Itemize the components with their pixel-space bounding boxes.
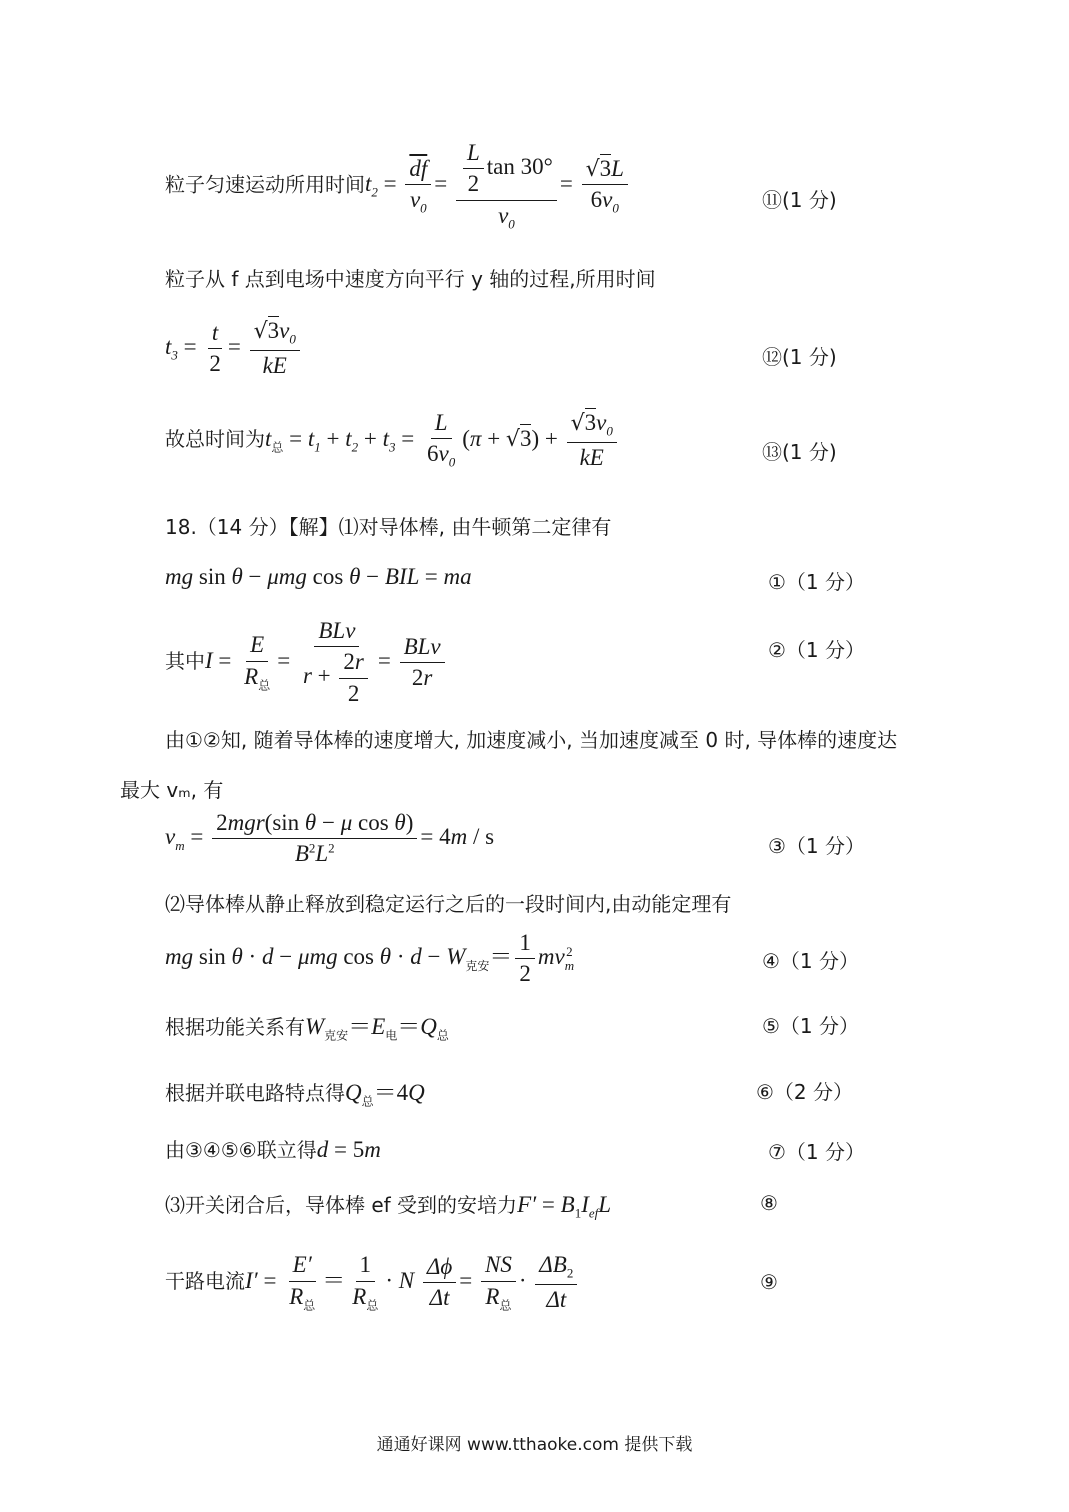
text-t3-intro: 粒子从 f 点到电场中速度方向平行 y 轴的过程,所用时间 — [165, 267, 656, 291]
text-vmax: 最大 vₘ, 有 — [120, 778, 224, 802]
formula-work: $W_{克安}=E_电=Q_总$ — [305, 1014, 449, 1043]
eq-line-total-time — [165, 410, 620, 471]
eq-line-work — [165, 1008, 449, 1044]
eq-line-parallel — [165, 1074, 425, 1110]
score-7: ⑦（1 分） — [768, 1140, 866, 1164]
formula-current: I = $\frac{E}{R_总}$ = BLv r + $\frac{2r}{2}$ = $\frac{\text{BLv}}{2r}$ — [205, 648, 448, 673]
score-8: ⑧ — [760, 1191, 778, 1215]
text-d-intro: 由③④⑤⑥联立得 — [165, 1138, 317, 1162]
score-2: ②（1 分） — [768, 638, 866, 662]
text-total-intro: 故总时间为 — [165, 426, 265, 451]
eq-line-current — [165, 618, 448, 707]
eq-line-t2 — [165, 140, 631, 232]
score-4: ④（1 分） — [762, 949, 860, 973]
text-main-current-intro: 干路电流 — [165, 1268, 245, 1293]
formula-ampere: $F' = B_1I_{ef}L$ — [517, 1192, 612, 1221]
formula-t2: $t_2$ = $\frac{\overline{df}}{v_0}$ = $\frac{L}{2}$ tan 30° $v_0$ = $\frac{√3L}{6v_0}$ — [365, 171, 631, 196]
page-footer: 通通好课网 www.tthaoke.com 提供下载 — [376, 1435, 693, 1455]
formula-newton: mg sin θ − μmg cos θ − BIL = ma — [165, 564, 472, 589]
score-13: ⑬(1 分) — [762, 440, 837, 464]
text-part2: ⑵导体棒从静止释放到稳定运行之后的一段时间内,由动能定理有 — [165, 892, 732, 916]
text-t2-intro: 粒子匀速运动所用时间 — [165, 172, 365, 197]
text-parallel-intro: 根据并联电路特点得 — [165, 1081, 345, 1105]
score-1: ①（1 分） — [768, 570, 866, 594]
eq-line-d — [165, 1134, 381, 1163]
formula-main-current: I′ = $\frac{E'}{R_总}$ ＝ $\frac{1}{R_总}$ · N $\frac{\Delta\phi}{\Delta t}$ = $\frac{NS}{R_总}$ · $\frac{\Delta B_2}{\Delta t}$ — [245, 1268, 580, 1293]
score-3: ③（1 分） — [768, 834, 866, 858]
text-ampere-intro: ⑶开关闭合后，导体棒 ef 受到的安培力 — [165, 1193, 518, 1217]
score-9: ⑨ — [760, 1270, 778, 1294]
formula-parallel: $Q_总=4Q$ — [345, 1080, 425, 1109]
score-11: ⑪(1 分) — [762, 188, 837, 212]
formula-vmax: $v_m$ = $\frac{\text{2mgr(sin θ − μ cos θ)}}{B^2L^2}$ = 4m / s — [165, 810, 495, 867]
eq-line-ampere — [165, 1189, 611, 1222]
formula-energy: mg sin θ · d − μmg $\cos \theta \cdot d - W_{克安}=$ $\frac{1}{2}$ $mv_m^2$ — [165, 930, 575, 987]
text-current-intro: 其中 — [165, 648, 205, 673]
text-q18-heading: 18.（14 分）【解】⑴对导体棒, 由牛顿第二定律有 — [165, 515, 612, 539]
formula-total-time: $t_总 = t_1 + t_2 + t_3$ = $\frac{L}{6v_0}$ (π + √3) + $\frac{√3v_0}{kE}$ — [265, 426, 620, 451]
score-5: ⑤（1 分） — [762, 1014, 860, 1038]
text-analysis: 由①②知, 随着导体棒的速度增大, 加速度减小, 当加速度减至 0 时, 导体棒的速度达 — [165, 728, 898, 752]
eq-line-main-current — [165, 1252, 580, 1313]
formula-t3: $t_3$ = $\frac{t}{2}$ = $\frac{√3v_0}{kE}$ — [165, 318, 303, 379]
text-work-intro: 根据功能关系有 — [165, 1015, 305, 1039]
score-12: ⑫(1 分) — [762, 345, 837, 369]
score-6: ⑥（2 分） — [756, 1080, 854, 1104]
formula-d: d = 5m — [316, 1137, 381, 1162]
